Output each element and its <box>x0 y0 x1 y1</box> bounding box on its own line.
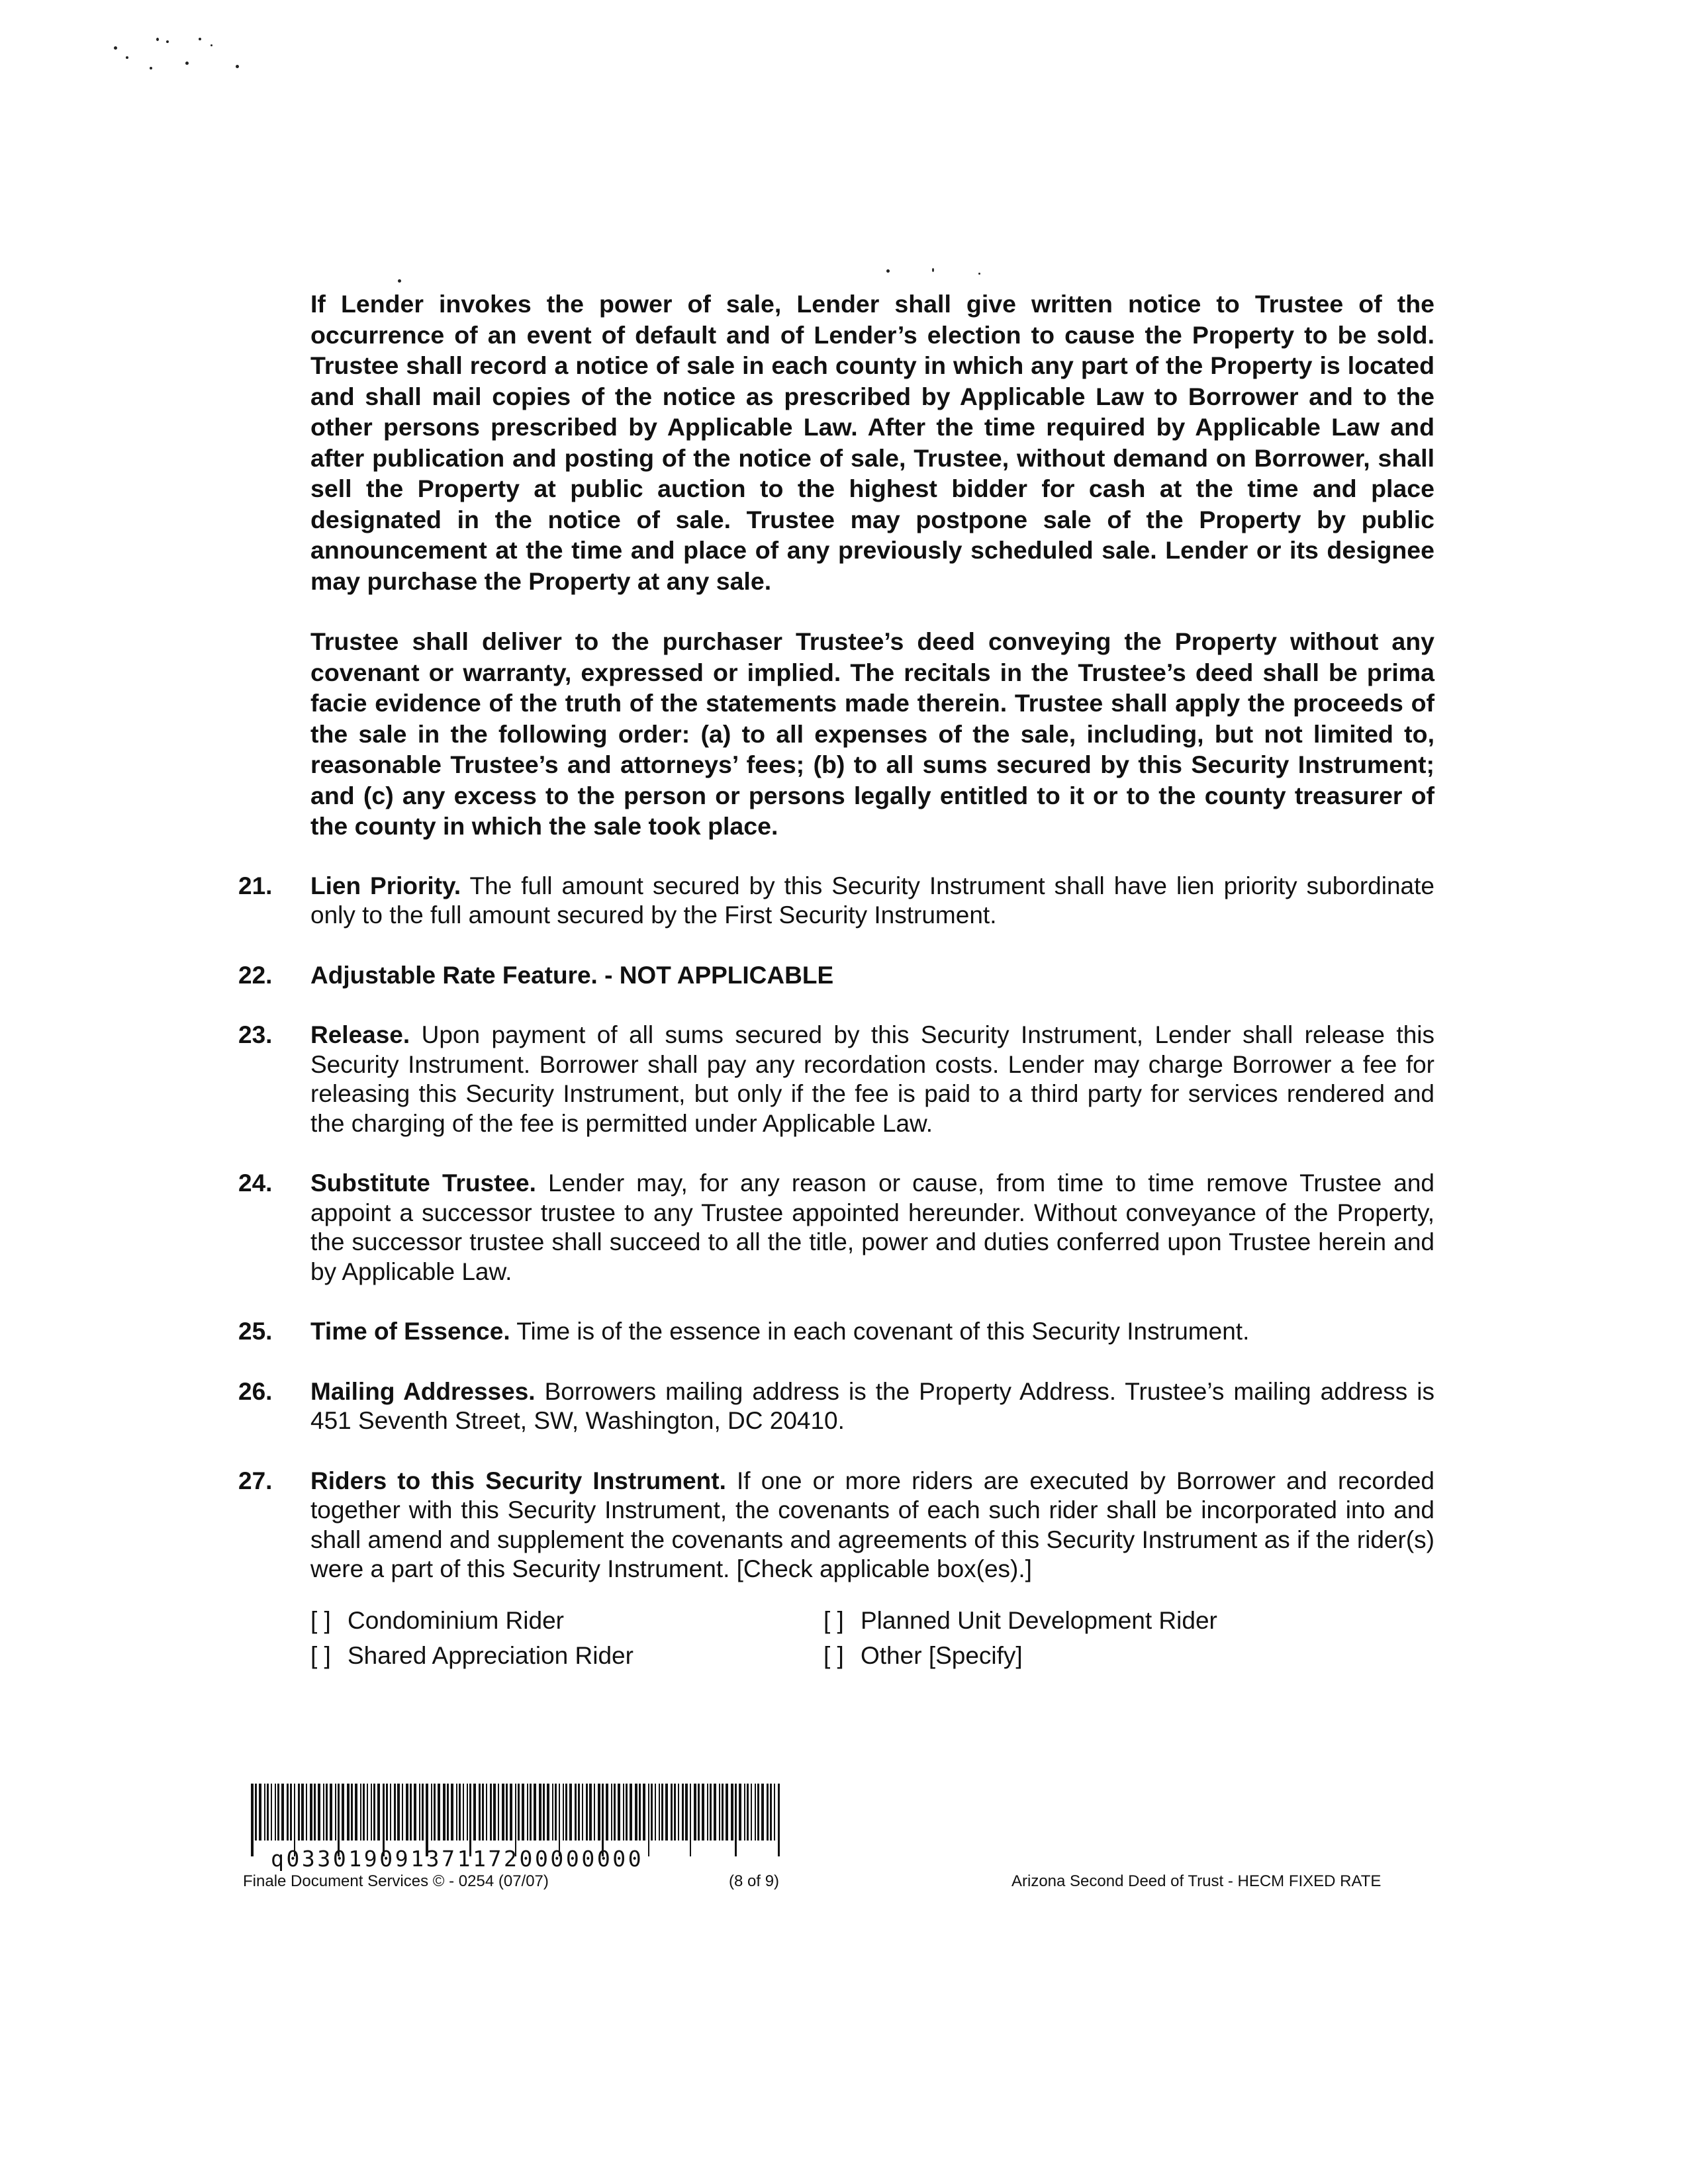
barcode-bar <box>774 1784 775 1841</box>
barcode-bar <box>710 1784 712 1841</box>
barcode-bar <box>373 1784 375 1841</box>
barcode-bar <box>264 1784 265 1841</box>
barcode-bar <box>594 1784 595 1841</box>
section-number: 26. <box>238 1377 273 1405</box>
barcode-bar <box>643 1784 645 1841</box>
barcode-bar <box>502 1784 504 1841</box>
scan-speck <box>886 269 890 273</box>
barcode-bar <box>618 1784 620 1841</box>
scan-speck <box>398 279 401 283</box>
barcode-bar <box>473 1784 476 1841</box>
barcode-bar <box>778 1784 780 1856</box>
section-22-adjustable-rate <box>238 961 1434 991</box>
barcode-bar <box>685 1784 688 1841</box>
barcode-bar <box>490 1784 492 1841</box>
section-text: The full amount secured by this Security Instrument shall have lien priority subordinate only to the full amount secured by the First Security Instrument. <box>310 872 1434 929</box>
barcode-bar <box>482 1784 484 1841</box>
barcode-bar <box>318 1784 320 1841</box>
barcode-bar <box>674 1784 676 1841</box>
checkbox[interactable]: [ ] <box>310 1641 331 1669</box>
barcode-bar <box>275 1784 276 1841</box>
footer-page-number: (8 of 9) <box>729 1872 780 1890</box>
barcode-bar <box>422 1784 424 1841</box>
barcode-bar <box>451 1784 453 1841</box>
checkbox[interactable]: [ ] <box>310 1606 331 1634</box>
barcode-bar <box>547 1784 549 1841</box>
barcode-bar <box>543 1784 545 1841</box>
barcode-bar <box>326 1784 328 1841</box>
barcode-bar <box>565 1784 567 1841</box>
barcode-bar <box>259 1784 261 1841</box>
barcode-bar <box>731 1784 733 1841</box>
scan-speck <box>114 46 117 50</box>
barcode-bar <box>310 1784 312 1841</box>
section-title: Riders to this Security Instrument. <box>310 1467 726 1494</box>
barcode-bar <box>467 1784 468 1841</box>
barcode-bar <box>434 1784 436 1841</box>
barcode-bar <box>611 1784 612 1841</box>
section-text: Lender may, for any reason or cause, from time to time remove Trustee and appoint a successor trustee to any Trustee appointed hereunder. Without conveyance of the Property, the successor trustee shall succeed to all the title, power and duties conferred upon Trustee herein and by Applicable Law. <box>310 1169 1435 1285</box>
barcode-bar <box>575 1784 577 1841</box>
condominium-rider-option[interactable] <box>310 1603 564 1638</box>
rider-checkboxes <box>310 1603 1434 1676</box>
barcode-bar <box>271 1784 272 1841</box>
barcode-bar <box>682 1784 684 1841</box>
barcode-bar <box>563 1784 564 1841</box>
document-body <box>238 289 1435 1676</box>
barcode-bar <box>363 1784 365 1841</box>
barcode-bar <box>342 1784 344 1841</box>
barcode-bar <box>290 1784 292 1841</box>
barcode-bar <box>626 1784 628 1841</box>
barcode-bar <box>498 1784 499 1841</box>
barcode-bar <box>443 1784 446 1841</box>
barcode-bar <box>639 1784 641 1841</box>
section-text: If one or more riders are executed by Borrower and recorded together with this Security Instrument, the covenants of each such rider shall be incorporated into and shall amend and supplement the covenants and agreements of this Security Instrument as if the rider(s) were a part of this Security Instrument. [Check applicable box(es).] <box>310 1467 1434 1582</box>
barcode-bar <box>757 1784 759 1841</box>
barcode-bar <box>527 1784 528 1841</box>
barcode-bar <box>394 1784 396 1841</box>
barcode-bar <box>714 1784 716 1841</box>
barcode-bar <box>479 1784 481 1841</box>
barcode-bar <box>367 1784 368 1841</box>
section-title: Release. <box>310 1021 410 1048</box>
barcode-bar <box>397 1784 400 1841</box>
section-title: Adjustable Rate Feature. - NOT APPLICABLE <box>310 961 834 989</box>
barcode-bar <box>665 1784 668 1841</box>
section-number: 23. <box>238 1021 273 1048</box>
barcode-bar <box>323 1784 324 1841</box>
barcode-bar <box>347 1784 350 1841</box>
barcode-bar <box>360 1784 361 1841</box>
barcode-bar <box>301 1784 304 1841</box>
barcode-text: q03301909137117200000000 <box>271 1846 644 1872</box>
barcode-bar <box>534 1784 536 1841</box>
barcode-bar <box>671 1784 673 1841</box>
barcode-bar <box>651 1784 653 1841</box>
barcode-bar <box>390 1784 391 1841</box>
barcode-bar <box>298 1784 300 1841</box>
rider-label: Other [Specify] <box>861 1641 1023 1669</box>
barcode-bar <box>770 1784 772 1841</box>
barcode-bar <box>761 1784 764 1841</box>
barcode-bar <box>661 1784 663 1841</box>
scan-speck <box>126 56 128 59</box>
shared-appreciation-rider-option[interactable] <box>310 1638 634 1673</box>
checkbox[interactable]: [ ] <box>823 1641 844 1669</box>
section-27-riders <box>238 1467 1434 1584</box>
barcode-bar <box>707 1784 708 1841</box>
scan-speck <box>978 273 980 275</box>
barcode-bar <box>751 1784 752 1841</box>
barcode-bar <box>722 1784 724 1841</box>
section-24-substitute-trustee <box>238 1169 1435 1287</box>
barcode-bar <box>456 1784 457 1841</box>
barcode-bar <box>539 1784 541 1841</box>
barcode-bar <box>510 1784 512 1841</box>
barcode-bar <box>690 1784 691 1856</box>
barcode-bar <box>414 1784 416 1841</box>
barcode-bar <box>586 1784 588 1841</box>
barcode-bar <box>371 1784 372 1841</box>
section-number: 22. <box>238 961 273 989</box>
section-25-time-of-essence <box>238 1317 1434 1347</box>
barcode-bar <box>630 1784 632 1841</box>
section-title: Substitute Trustee. <box>310 1169 536 1197</box>
barcode-bar <box>694 1784 696 1841</box>
scan-speck <box>199 38 201 40</box>
barcode-bar <box>419 1784 420 1841</box>
section-text: Upon payment of all sums secured by this Security Instrument, Lender shall release this Security Instrument. Borrower shall pay any recordation costs. Lender may charge Borrower a fee for releasing this Security Instrument, but only if the fee is paid to a third party for services rendered and the charging of the fee is permitted under Applicable Law. <box>310 1021 1434 1137</box>
barcode-bar <box>314 1784 316 1841</box>
section-title: Time of Essence. <box>310 1318 510 1345</box>
barcode-bar <box>522 1784 524 1841</box>
barcode-bar <box>431 1784 432 1841</box>
barcode-bar <box>678 1784 679 1841</box>
barcode-bar <box>578 1784 580 1841</box>
barcode-bar <box>744 1784 745 1841</box>
scan-speck <box>932 268 934 272</box>
section-23-release <box>238 1021 1434 1138</box>
barcode-bar <box>281 1784 284 1841</box>
section-number: 21. <box>238 872 273 899</box>
scan-speck <box>156 38 159 41</box>
barcode-bar <box>255 1784 257 1841</box>
section-26-mailing-addresses <box>238 1377 1434 1436</box>
barcode-bar <box>330 1784 332 1841</box>
barcode-bar <box>518 1784 520 1841</box>
barcode-bar <box>459 1784 461 1841</box>
trustee-deed-paragraph: Trustee shall deliver to the purchaser Trustee’s deed conveying the Property without any covenant or warranty, expressed or implied. The recitals in the Trustee’s deed shall be prima facie evidence of the truth of the statements made therein. Trustee shall apply the proceeds of the sale in the following order: (a) to all expenses of the sale, including, but not limited to, reasonable Trustee’s and attorneys’ fees; (b) to all sums secured by this Security Instrument; and (c) any excess to the person or persons legally entitled to it or to the county treasurer of the county in which the sale took place. <box>310 627 1434 840</box>
barcode-bar <box>739 1784 741 1841</box>
barcode-bar <box>623 1784 624 1841</box>
barcode-bar <box>614 1784 616 1841</box>
scan-speck <box>166 40 169 43</box>
barcode-bar <box>735 1784 737 1856</box>
barcode-bar <box>555 1784 557 1841</box>
barcode-bar <box>530 1784 532 1841</box>
barcode-bar <box>655 1784 656 1841</box>
barcode-bar <box>351 1784 353 1841</box>
barcode-bar <box>702 1784 704 1841</box>
scan-speck <box>236 65 239 68</box>
checkbox[interactable]: [ ] <box>823 1606 844 1634</box>
barcode-bar <box>589 1784 592 1841</box>
footer-left: Finale Document Services © - 0254 (07/07) <box>243 1872 549 1890</box>
barcode-bar <box>598 1784 600 1841</box>
section-number: 25. <box>238 1318 273 1345</box>
section-title: Lien Priority. <box>310 872 461 899</box>
barcode-bar <box>648 1784 649 1856</box>
barcode-bar <box>355 1784 357 1841</box>
scan-speck <box>211 44 212 46</box>
barcode-bar <box>277 1784 279 1841</box>
barcode-bar <box>698 1784 700 1841</box>
barcode-bar <box>251 1784 254 1856</box>
barcode-bar <box>747 1784 749 1841</box>
barcode-bar <box>463 1784 464 1841</box>
planned-unit-rider-option[interactable] <box>823 1603 1217 1638</box>
scan-speck <box>185 62 189 65</box>
barcode-bar <box>335 1784 336 1841</box>
barcode-bar <box>438 1784 440 1841</box>
barcode-bar <box>755 1784 756 1841</box>
barcode-bar <box>506 1784 508 1841</box>
barcode-bar <box>410 1784 412 1841</box>
barcode-bar <box>659 1784 660 1841</box>
rider-label: Shared Appreciation Rider <box>348 1641 634 1669</box>
section-text: Time is of the essence in each covenant of this Security Instrument. <box>510 1318 1250 1345</box>
section-number: 24. <box>238 1169 273 1197</box>
rider-label: Planned Unit Development Rider <box>861 1606 1217 1634</box>
barcode-bar <box>406 1784 408 1841</box>
barcode-bar <box>635 1784 637 1841</box>
barcode-bar <box>582 1784 583 1841</box>
barcode-bar <box>402 1784 403 1841</box>
barcode-bar <box>493 1784 496 1841</box>
barcode-bar <box>552 1784 553 1841</box>
barcode-bar <box>386 1784 388 1841</box>
footer-right: Arizona Second Deed of Trust - HECM FIXED RATE <box>1011 1872 1382 1890</box>
section-text: Borrowers mailing address is the Property Address. Trustee’s mailing address is 451 Seventh Street, SW, Washington, DC 20410. <box>310 1377 1434 1434</box>
section-21-lien-priority <box>238 872 1434 931</box>
barcode-bar <box>377 1784 380 1841</box>
barcode-bar <box>606 1784 608 1841</box>
barcode-bar <box>726 1784 728 1841</box>
rider-label: Condominium Rider <box>348 1606 564 1634</box>
other-rider-option[interactable] <box>823 1638 1023 1673</box>
section-number: 27. <box>238 1467 273 1494</box>
barcode-bar <box>287 1784 289 1841</box>
barcode-bar <box>447 1784 449 1841</box>
barcode-bar <box>486 1784 487 1841</box>
barcode-bar <box>569 1784 572 1841</box>
barcode-bar <box>267 1784 269 1841</box>
power-of-sale-paragraph: If Lender invokes the power of sale, Lender shall give written notice to Trustee of the occurrence of an event of default and of Lender’s election to cause the Property to be sold. Trustee shall record a notice of sale in each county in which any part of the Property is located and shall mail copies of the notice as prescribed by Applicable Law to Borrower and to the other persons prescribed by Applicable Law. After the time required by Applicable Law and after publication and posting of the notice of sale, Trustee, without demand on Borrower, shall sell the Property at public auction to the highest bidder for cash at the time and place designated in the notice of sale. Trustee may postpone sale of the Property by public announcement at the time and place of any previously scheduled sale. Lender or its designee may purchase the Property at any sale. <box>310 290 1434 595</box>
scan-speck <box>150 67 152 69</box>
section-title: Mailing Addresses. <box>310 1377 536 1405</box>
barcode-bar <box>306 1784 307 1841</box>
barcode-bar <box>719 1784 720 1841</box>
barcode-bar <box>767 1784 769 1841</box>
